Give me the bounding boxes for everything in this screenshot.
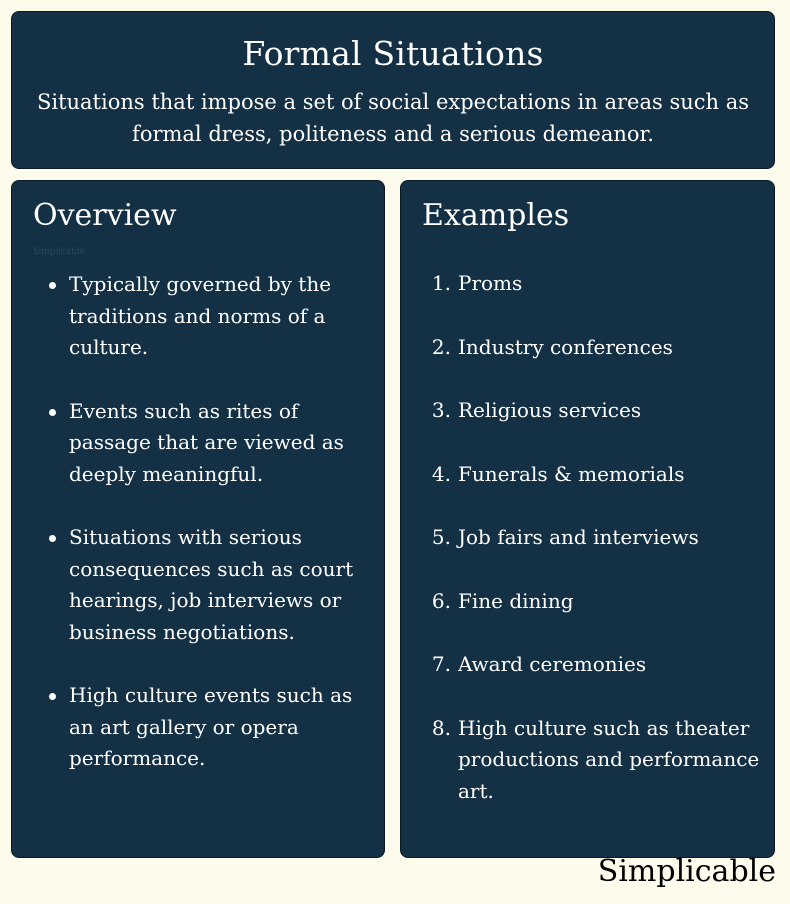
examples-panel xyxy=(400,180,775,858)
example-item xyxy=(401,459,776,491)
overview-item xyxy=(12,396,386,491)
example-number: 5. xyxy=(431,525,451,549)
example-item xyxy=(401,713,776,808)
overview-item-text: Typically governed by the traditions and norms of a culture. xyxy=(69,272,332,359)
example-number: 6. xyxy=(431,588,451,613)
bullet-icon xyxy=(49,409,56,416)
bullet-icon xyxy=(49,282,56,289)
overview-list xyxy=(12,269,386,807)
example-text: Industry conferences xyxy=(458,334,673,359)
bullet-icon xyxy=(49,693,56,700)
bullet-icon xyxy=(49,535,56,542)
overview-item xyxy=(12,522,386,648)
example-number: 7. xyxy=(431,652,451,676)
example-item xyxy=(401,332,776,364)
overview-heading: Overview xyxy=(33,198,177,233)
example-item xyxy=(401,649,776,681)
examples-list xyxy=(401,268,776,839)
example-item xyxy=(401,586,776,618)
example-text: Religious services xyxy=(458,398,642,422)
example-number: 1. xyxy=(431,271,451,295)
header-panel xyxy=(11,11,775,169)
overview-panel xyxy=(11,180,385,858)
example-number: 4. xyxy=(431,461,451,486)
examples-heading: Examples xyxy=(422,198,570,233)
page-title: Formal Situations xyxy=(242,34,544,73)
example-text: Funerals & memorials xyxy=(458,461,685,486)
overview-item-text: Situations with serious consequences such as court hearings, job interviews or business negotiations. xyxy=(69,525,354,644)
example-number: 8. xyxy=(431,715,451,740)
page-subtitle: Situations that impose a set of social expectations in areas such as formal dress, politeness and a serious demeanor. xyxy=(36,90,750,147)
watermark-text: Simplicable xyxy=(33,247,85,257)
overview-item-text: High culture events such as an art gallery or opera performance. xyxy=(69,683,353,770)
example-text: High culture such as theater productions and performance art. xyxy=(458,715,760,803)
example-item xyxy=(401,268,776,300)
example-item xyxy=(401,522,776,554)
example-text: Proms xyxy=(458,271,523,295)
brand-logo-text: Simplicable xyxy=(597,854,776,889)
example-number: 2. xyxy=(431,334,451,359)
example-text: Job fairs and interviews xyxy=(458,525,699,549)
overview-item xyxy=(12,269,386,364)
overview-item xyxy=(12,680,386,775)
example-number: 3. xyxy=(431,398,451,422)
example-text: Fine dining xyxy=(458,588,574,613)
example-item xyxy=(401,395,776,427)
example-text: Award ceremonies xyxy=(458,652,647,676)
overview-item-text: Events such as rites of passage that are viewed as deeply meaningful. xyxy=(69,398,344,486)
